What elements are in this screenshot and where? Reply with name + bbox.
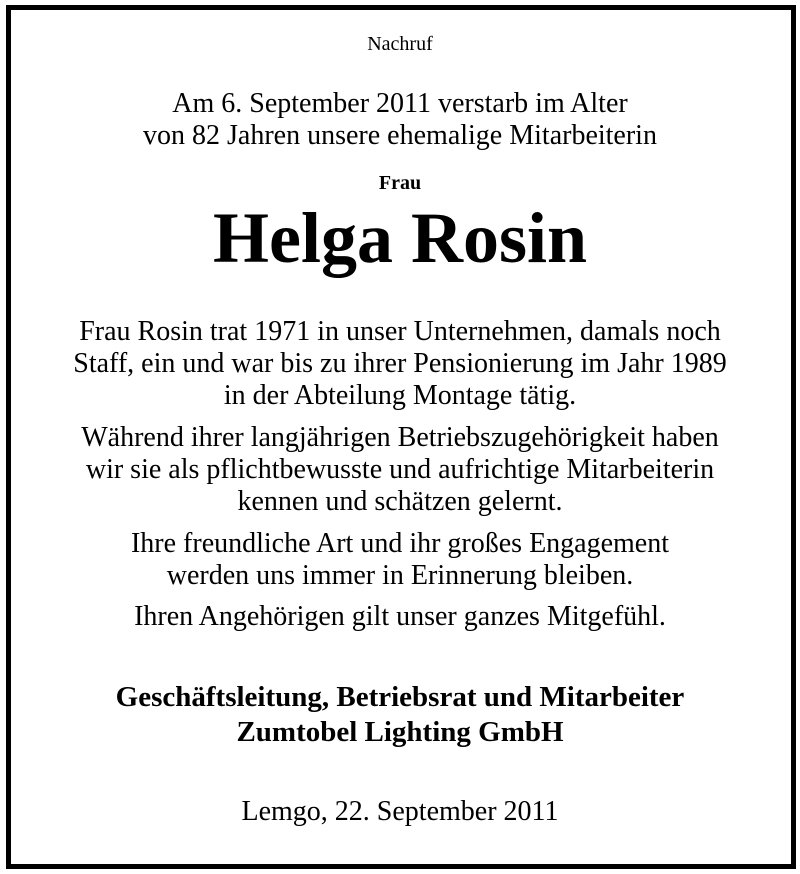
paragraph-1-line-1: Frau Rosin trat 1971 in unser Unternehmen, damals noch	[79, 316, 721, 347]
paragraph-1-line-2: Staff, ein und war bis zu ihrer Pensionierung im Jahr 1989	[73, 348, 727, 379]
paragraph-3-line-2: werden uns immer in Erinnerung bleiben.	[166, 560, 634, 591]
paragraph-1-line-3: in der Abteilung Montage tätig.	[223, 380, 577, 411]
paragraph-2-line-3: kennen und schätzen gelernt.	[237, 486, 563, 517]
paragraph-2-line-1: Während ihrer langjährigen Betriebszugehörigkeit haben	[81, 422, 719, 453]
signature-line-2: Zumtobel Lighting GmbH	[236, 716, 564, 748]
intro-line-1: Am 6. September 2011 verstarb im Alter	[172, 88, 628, 119]
paragraph-2-line-2: wir sie als pflichtbewusste und aufrichtige Mitarbeiterin	[85, 454, 715, 485]
notice-heading: Nachruf	[367, 33, 433, 55]
intro-line-2: von 82 Jahren unsere ehemalige Mitarbeiterin	[143, 120, 657, 151]
signature-line-1: Geschäftsleitung, Betriebsrat und Mitarbeiter	[115, 681, 685, 713]
paragraph-3-line-1: Ihre freundliche Art und ihr großes Engagement	[130, 528, 670, 559]
place-date: Lemgo, 22. September 2011	[241, 796, 559, 827]
deceased-name: Helga Rosin	[212, 198, 588, 278]
paragraph-4-line-1: Ihren Angehörigen gilt unser ganzes Mitgefühl.	[134, 601, 666, 632]
salutation: Frau	[378, 172, 422, 194]
